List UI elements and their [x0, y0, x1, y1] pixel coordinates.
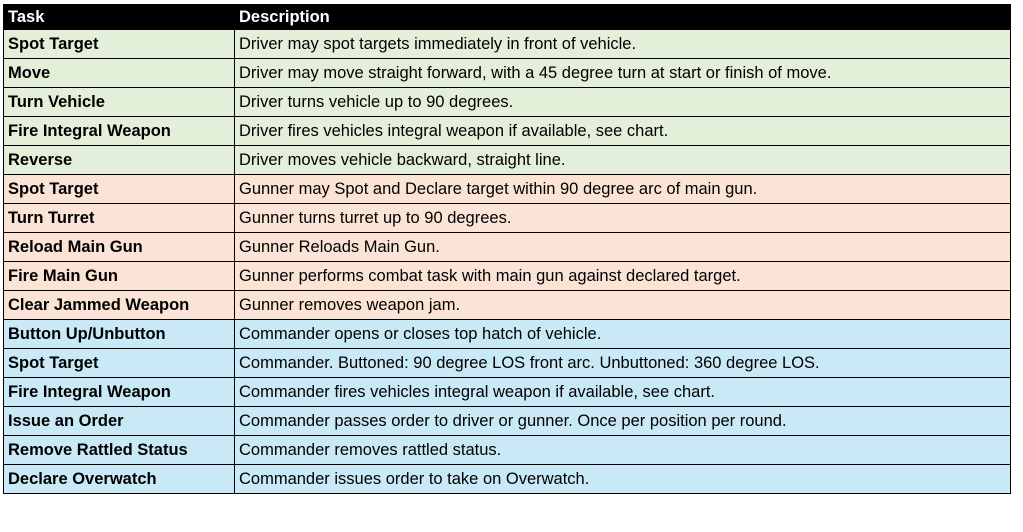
task-cell: Remove Rattled Status [4, 436, 235, 465]
description-cell: Driver may spot targets immediately in front of vehicle. [235, 30, 1011, 59]
description-cell: Gunner turns turret up to 90 degrees. [235, 204, 1011, 233]
table-row-driver [4, 59, 1011, 88]
table-row-driver [4, 117, 1011, 146]
description-cell: Gunner may Spot and Declare target within 90 degree arc of main gun. [235, 175, 1011, 204]
table-row-gunner [4, 204, 1011, 233]
crew-task-table [3, 4, 1011, 494]
task-cell: Issue an Order [4, 407, 235, 436]
table-row-commander [4, 320, 1011, 349]
description-cell: Gunner removes weapon jam. [235, 291, 1011, 320]
table-row-driver [4, 88, 1011, 117]
description-cell: Gunner performs combat task with main gun against declared target. [235, 262, 1011, 291]
task-cell: Spot Target [4, 349, 235, 378]
task-cell: Clear Jammed Weapon [4, 291, 235, 320]
table-row-commander [4, 378, 1011, 407]
task-cell: Turn Vehicle [4, 88, 235, 117]
task-cell: Spot Target [4, 30, 235, 59]
task-cell: Turn Turret [4, 204, 235, 233]
description-cell: Driver moves vehicle backward, straight line. [235, 146, 1011, 175]
description-cell: Commander opens or closes top hatch of vehicle. [235, 320, 1011, 349]
task-cell: Reverse [4, 146, 235, 175]
task-table-container [3, 4, 1010, 494]
description-cell: Commander. Buttoned: 90 degree LOS front arc. Unbuttoned: 360 degree LOS. [235, 349, 1011, 378]
task-cell: Fire Main Gun [4, 262, 235, 291]
table-row-commander [4, 436, 1011, 465]
table-row-gunner [4, 262, 1011, 291]
task-cell: Fire Integral Weapon [4, 117, 235, 146]
description-cell: Commander issues order to take on Overwatch. [235, 465, 1011, 494]
task-cell: Move [4, 59, 235, 88]
task-cell: Reload Main Gun [4, 233, 235, 262]
header-task: Task [4, 5, 235, 30]
task-cell: Button Up/Unbutton [4, 320, 235, 349]
table-row-commander [4, 407, 1011, 436]
task-cell: Fire Integral Weapon [4, 378, 235, 407]
description-cell: Driver fires vehicles integral weapon if available, see chart. [235, 117, 1011, 146]
table-row-driver [4, 30, 1011, 59]
table-body [4, 30, 1011, 494]
table-row-gunner [4, 175, 1011, 204]
header-description: Description [235, 5, 1011, 30]
description-cell: Driver may move straight forward, with a 45 degree turn at start or finish of move. [235, 59, 1011, 88]
table-row-gunner [4, 233, 1011, 262]
task-cell: Declare Overwatch [4, 465, 235, 494]
table-header-row [4, 5, 1011, 30]
table-row-commander [4, 349, 1011, 378]
description-cell: Gunner Reloads Main Gun. [235, 233, 1011, 262]
description-cell: Commander fires vehicles integral weapon if available, see chart. [235, 378, 1011, 407]
description-cell: Driver turns vehicle up to 90 degrees. [235, 88, 1011, 117]
task-cell: Spot Target [4, 175, 235, 204]
description-cell: Commander passes order to driver or gunner. Once per position per round. [235, 407, 1011, 436]
table-row-commander [4, 465, 1011, 494]
table-row-gunner [4, 291, 1011, 320]
description-cell: Commander removes rattled status. [235, 436, 1011, 465]
table-row-driver [4, 146, 1011, 175]
